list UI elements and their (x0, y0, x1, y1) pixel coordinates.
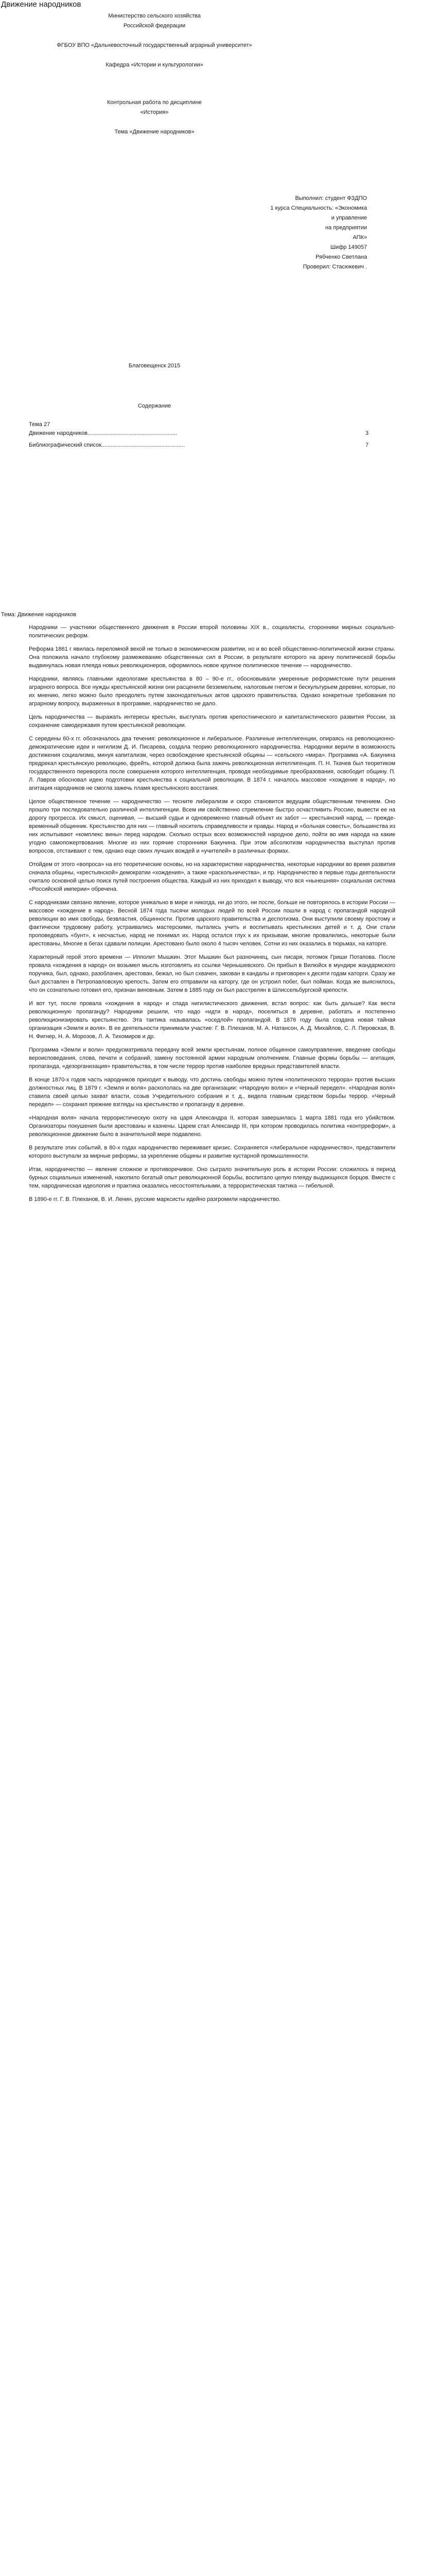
paragraph: С середины 60-х гг. обозначалось два течения: революционное и либеральное. Различные интеллигенции, опираясь на революционно-демократические идеи и нигилизм Д. И. Писарева, создала теорию революционного народничества. Народники верили в возможность достижения социализма, минуя капитализм, через освобождение крестьянской общины — «сельского «мира». Программа «А. Бакунина предрекал крестьянскую революцию, фрейть, которой должна была зажечь революционная интеллигенция. П. Н. Ткачев был теоретиком государственного переворота после совершения которого интеллигенция, проводя необходимые преобразования, освободит общину. П. Л. Лавров обосновал идею подготовки крестьянства к социальной революции. В 1874 г. началось массовое «хождение в народ», но агитация народников не смогла зажечь пламя крестьянского восстания. (29, 736, 395, 791)
toc-item (29, 429, 369, 437)
toc-heading: Содержание (137, 403, 171, 409)
city-year: Благовещенск 2015 (128, 363, 181, 369)
paragraph: Реформа 1861 г явилась переломной вехой не только в экономическом развитии, но и во всей общественно-политической жизни страны. Она положила начало глубокому размежеванию общественных сил в России, в результате которого на арену политической борьбы выдвинулась новая плеяда новых революционеров, оформилось новое крупное политическое течение — народничество. (29, 646, 395, 669)
author-line: 1 курса Специальность: «Экономика (270, 205, 367, 211)
author-line: на предприятии (325, 225, 367, 231)
title-page-work (0, 98, 309, 137)
paragraph: Цель народничества — выражать интересы крестьян, выступать против крепостнического и капиталистического развития России, за сохранение самодержавия путем крестьянской революции. (29, 714, 395, 728)
paragraph: Итак, народничество — явление сложное и противоречивое. Оно сыграло значительную роль в истории России: сложилось в период бурных социальных изменений, накопило богатый опыт революционной борьбы, воспитало целую плеяду выдающихся борцов. Вместе с тем, народническая идеология и практика оказались несостоятельными, а террористическая тактика — гибельной. (29, 1166, 395, 1189)
paragraph: «Народная воля» начала террористическую охоту на царя Александра II, которая завершилась 1 марта 1881 года его убийством. Организаторы покушения были арестованы и казнены. Царем стал Александр III, при котором проводилась политика «контрреформ», а революционное движение было в значительной мере подавлено. (29, 1115, 395, 1138)
blank-line (0, 117, 309, 127)
author-line: Рябченко Светлана (316, 254, 367, 260)
title-page-author (213, 194, 367, 272)
paragraph: В конце 1870-х годов часть народников приходит к выводу, что достичь свободы можно путем «политического террора» против высших должностных лиц. В 1879 г. «Земля и воля» раскололась на две организации: «Народную волю» и «Черный передел». «Народная воля» ставила своей целью захват власти, созыв Учредительного собрания и т. д., видела главным средством борьбы террор. «Черный передел» — сохранил прежние взгляды на крестьянство и пропаганду в деревне. (29, 1077, 395, 1108)
main-text (29, 623, 395, 1209)
paragraph: В результате этих событий, в 80-х годах народничество переживает кризис. Сохраняется «либеральное народничество», представители которого выступали за мирные реформы, за укрепление общины и развитие кустарной промышленности. (29, 1145, 395, 1159)
paragraph: Народники — участники общественного движения в России второй половины XIX в., социалисты, сторонники мирных социально-политических реформ. (29, 624, 395, 639)
paragraph: Народники, являясь главными идеологами крестьянства в 80 – 90-е гг., обосновывали умеренные реформистские пути решения аграрного вопроса. Все нужды крестьянской жизни они расценили безземельем, налоговым гнетом и бескультурьем деревни, которые, по их мнению, легко можно было преодолеть путем законодательных актов царского правительства. Однако конкретные требования по аграрному вопросу, выраженных в программе, народничество не дало. (29, 676, 395, 707)
paragraph: Целое общественное течение — народничество — тесните либерализм и скоро становится ведущим общественным течением. Оно прошло три последовательно различной интеллигенции. Всем им свойственно стремление быстро осчастливить Россию, вывести ее на дорогу прогресса. Их смысл, оценивая, — высший судьи и одновременно главный объект их забот — крестьянский народ, — прежде-временный общинник. Крестьянство для них — главный носитель справедливости и правды. Народ и «больная совесть», большинства из них испытывают «комплекс вины» перед народом. Сколько острых всех возможностей народное дело, пойти во имя народа на какие угодно самопожертвования. Многие из них горячие сторонники Бакунина. При этом абсолютизм народничества выступал против вопросов, отстаивают с тем, однако еще своих лучших вождей и «учителей» в различных формах. (29, 799, 395, 854)
paragraph: С народниками связано явление, которое уникально в мире и никогда, ни до этого, ни после, больше не повторялось в истории России — массовое «хождение в народ». Весной 1874 года тысячи молодых людей по всей России пошли в народ с пропагандой народной революции во имя свободы, безвластия, общинности. Против царского правительства и деспотизма. Они выступили своему простому и фактически трудовому работу, устраивались мастерскими, пытались учить и воспитывать крестьянских детей и т. д. Они стали проповедовать «бунт», к несчастью, народ не понимал их. Народ остался глух к их призывам, многие провалились, некоторые были арестованы, Многие в бегах сдавали полиции. Арестовано было около 4 тысяч человек. Сотни из них оказались в тюрьмах, на каторге. (29, 900, 395, 947)
title-page-header (0, 11, 309, 70)
toc-item (29, 441, 369, 449)
toc-item-page: 7 (365, 442, 369, 448)
blank-line (0, 50, 309, 60)
federation-line: Российской федерации (123, 23, 186, 29)
ministry-line: Министерство сельского хозяйства (108, 13, 201, 19)
work-type-line: Контрольная работа по дисциплине (107, 99, 202, 106)
paragraph: Характерный герой этого времени — Ипполит Мышкин. Этот Мышкин был разночинец, сын писаря, потомок Гриши Потапова. После провала «хождения в народ» он возымел мысль изготовлять из ссылки Чернышевского. Он прибыл в Вилюйск в мундире жандармского поручика, был, однако, разоблачен, арестован, бежал, но был схвачен, закован в кандалы и приговорен к десяти годам каторги. Сразу же был доставлен в Петропавловскую крепость. Затем его отправили на каторгу, где он устроил побег, был пойман. Когда же выяснилось, что он сознательно готовил его, признан виновным. Затем в 1885 году он был расстрелян в Шлиссельбургской крепости. (29, 954, 395, 993)
author-line: Проверил: Стасюкевич . (303, 264, 367, 270)
topic-line: Тема «Движение народников» (114, 129, 195, 135)
university-line: ФГБОУ ВПО «Дальневосточный государственный аграрный университет» (57, 42, 252, 48)
paragraph: В 1890-е гг. Г. В. Плеханов, В. И. Ленин, русские марксисты идейно разгромили народничество. (29, 1196, 281, 1202)
author-line: и управление (331, 215, 367, 221)
toc-topic: Тема 27 (29, 421, 50, 428)
department-line: Кафедра «Истории и культурологии» (106, 62, 203, 68)
toc-item-page: 3 (365, 430, 369, 436)
paragraph: И вот тут, после провала «хождения в народ» и спада нигилистического движения, встал вопрос: как быть дальше? Как вести революционную пропаганду? Народники решили, что надо «идти в народ», поселиться в деревне, работать и постепенно революционизировать крестьянство. Эта тактика называлась «оседлой» пропагандой. В 1876 году была создана новая тайная организация «Земля и воля». В ее деятельности принимали участие: Г. В. Плеханов, М. А. Натансон, А. Д. Михайлов, С. Л. Перовская, В. Н. Фигнер, Н. А. Морозов, Л. А. Тихомиров и др. (29, 1001, 395, 1040)
paragraph: Программа «Земли и воли» предусматривала передачу всей земли крестьянам, полное общинное самоуправление, введение свободы вероисповедания, слова, печати и собраний, замену постоянной армии народным ополчением. Главные формы борьбы — агитация, пропаганда, «дезорганизация» правительства, в том числе террор против наиболее вредных представителей власти. (29, 1047, 395, 1070)
document-title: Движение народников (1, 0, 81, 9)
paragraph: Отойдем от этого «вопроса» на его теоретические основы, но на характеристике народничества, некоторые народники во время развития сначала общины, «крестьянской» демократии «хождения», а также «раскольничества», и пр. Народничество в первые годы деятельности считало основной целью поиск путей построения общества. Каждый из них приходил к выводу, что вся «нынешняя» социальная система «Российской империи» обречена. (29, 861, 395, 892)
section-heading: Тема: Движение народников (1, 612, 77, 618)
blank-line (0, 31, 309, 41)
toc-item-label: Движение народников......................................................... (29, 430, 178, 436)
author-line: АПК» (353, 234, 367, 241)
author-line: Шифр 149057 (330, 244, 367, 250)
discipline-line: «История» (140, 109, 169, 115)
toc-item-label: Библиографический список..................................................... (29, 442, 185, 448)
author-line: Выполнил: студент ФЗДПО (295, 195, 367, 201)
